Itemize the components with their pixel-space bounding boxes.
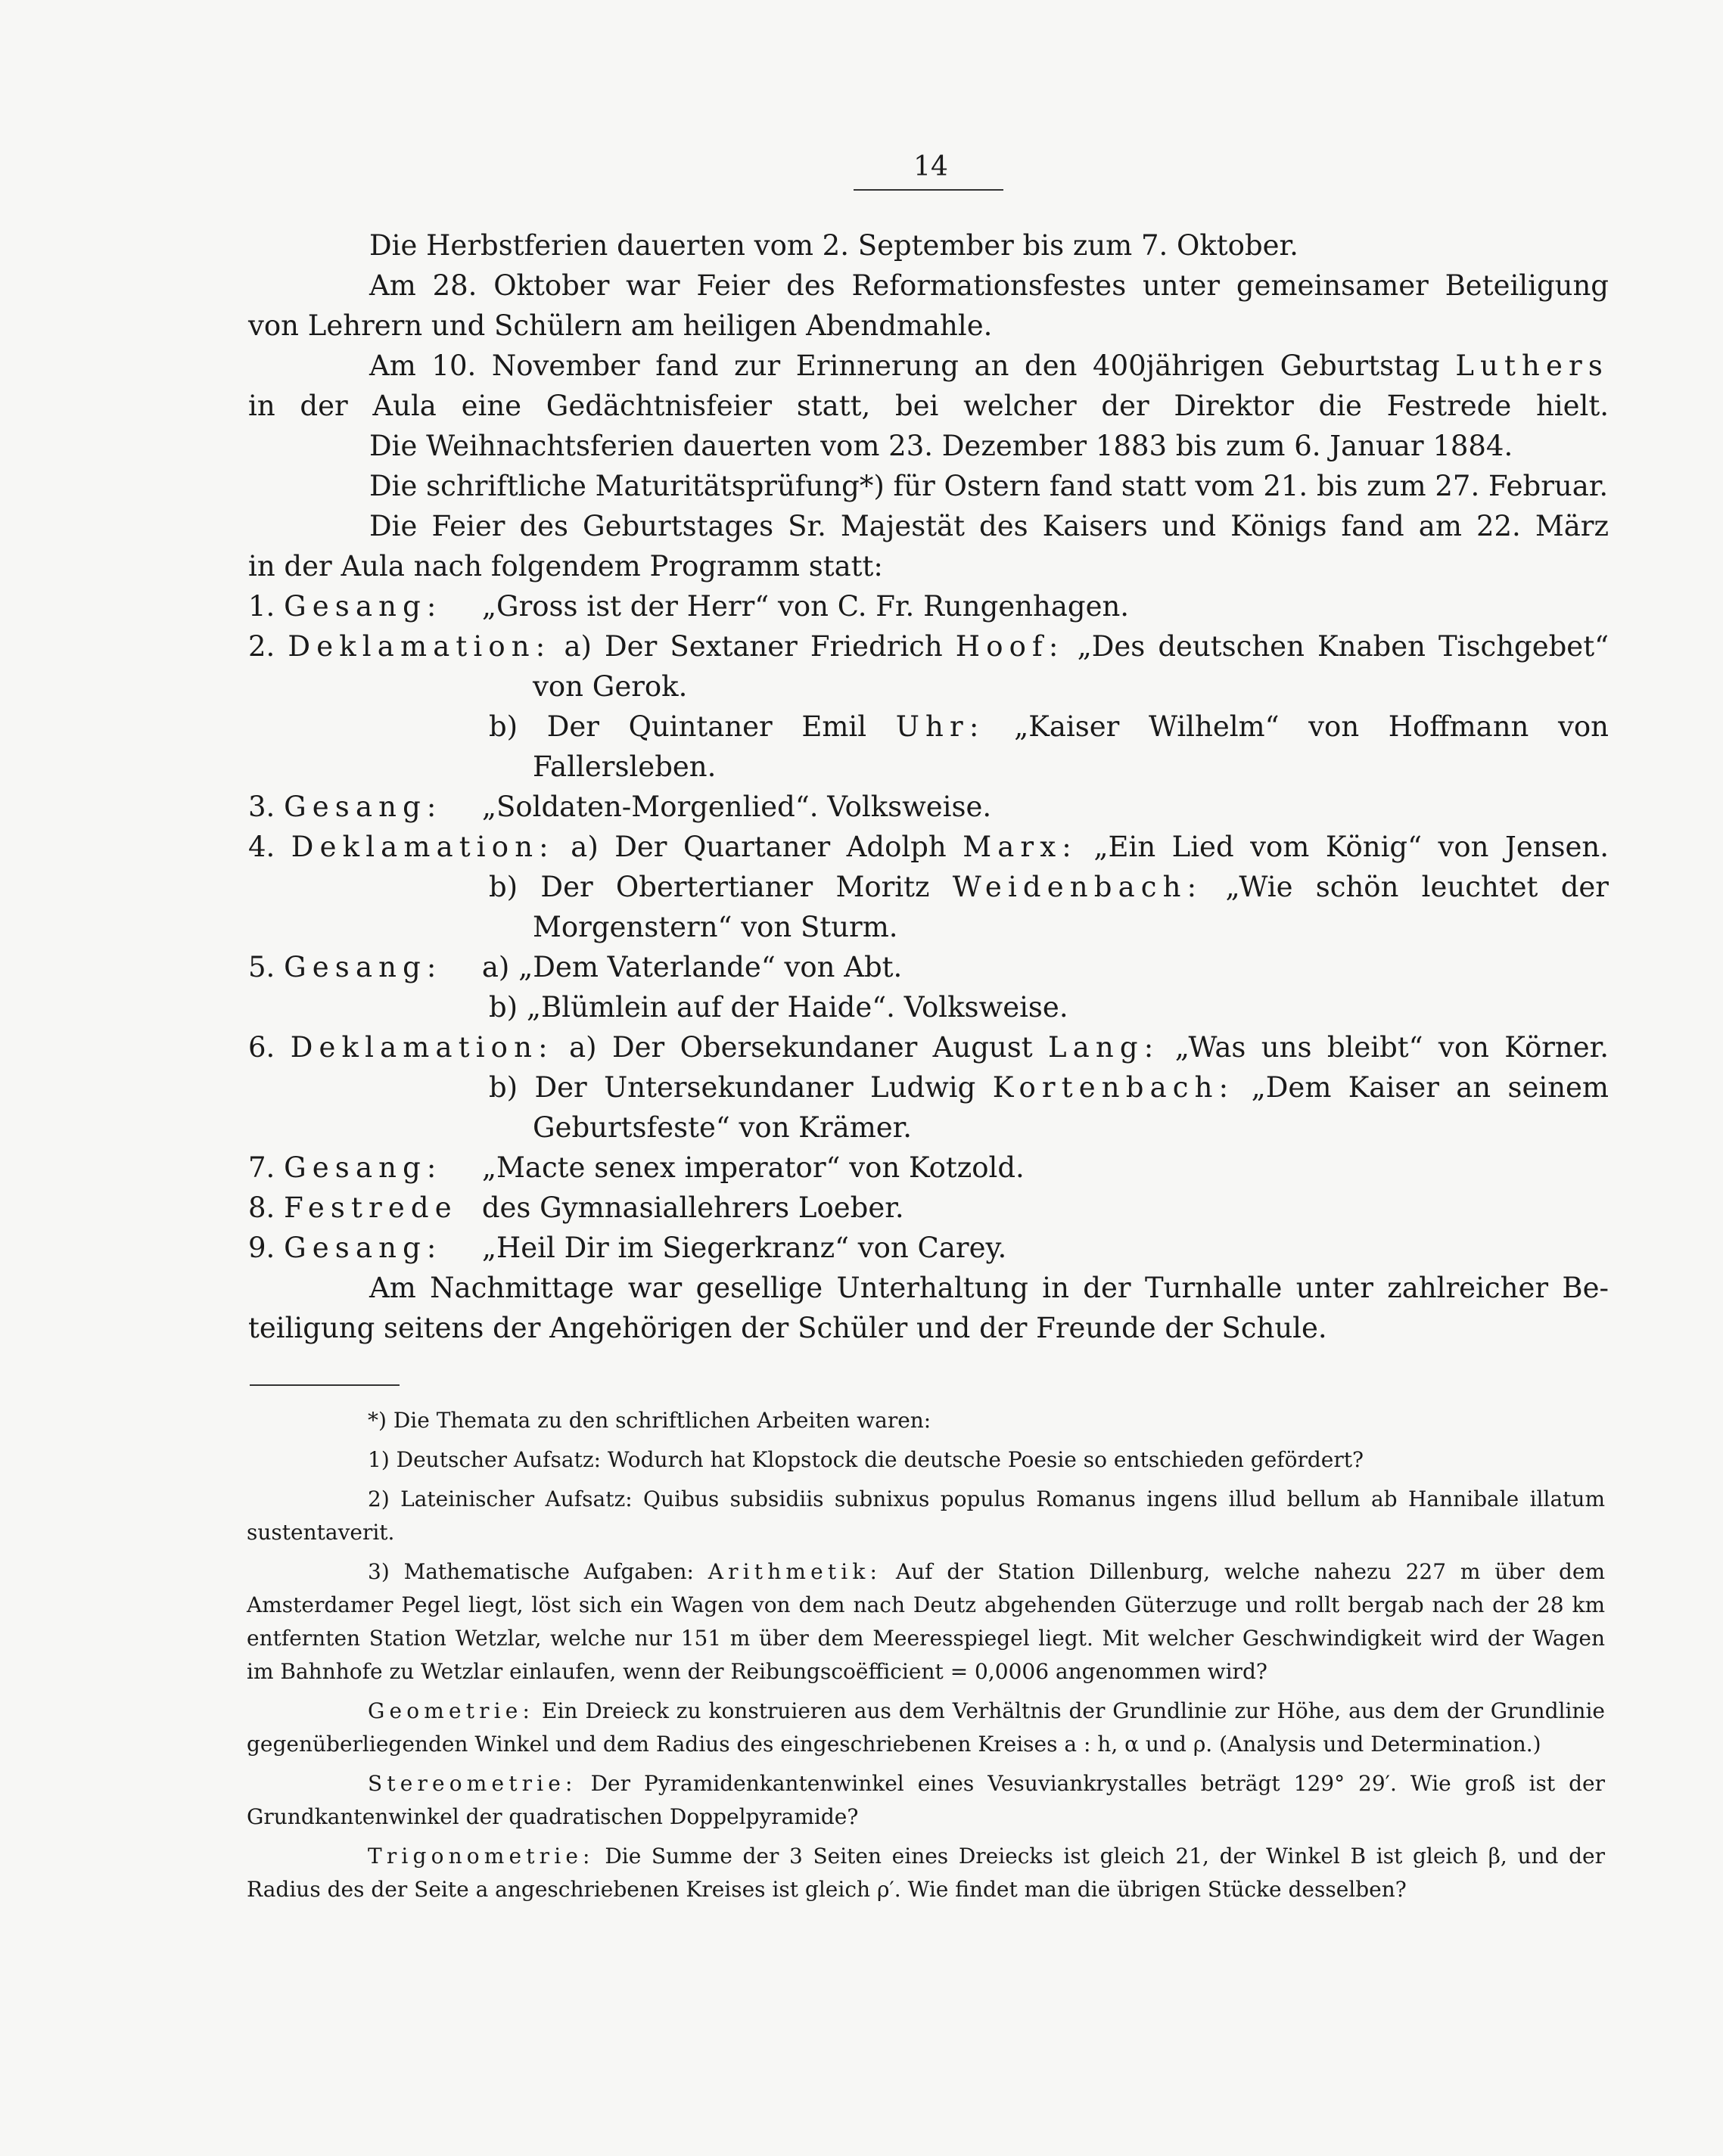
program-item-5a bbox=[248, 947, 1609, 987]
speaker-name: Weidenbach: bbox=[952, 871, 1203, 903]
program-item-2a bbox=[248, 626, 1609, 666]
footnotes bbox=[247, 1404, 1605, 1912]
program-num: 7. bbox=[248, 1151, 275, 1184]
paragraph-kaiser-line1: Die Feier des Geburtstages Sr. Majestät des Kaisers und Königs fand am 22. März bbox=[369, 510, 1609, 542]
program-label: Deklamation: bbox=[291, 831, 555, 863]
arithmetic-text: Auf der Station Dillenburg, welche nahezu 227 m über dem Amsterdamer Pegel liegt, löst sich ein Wagen von dem nach Deutz abgehenden Güterzuge und rollt bergab nach der 28 km entfernten Station Wetzlar, welche nur 151 m über dem Meeresspiegel liegt. Mit welcher Geschwindigkeit wird der Wagen im Bahnhofe zu Wetzlar einlaufen, wenn der Reibungscoëfficient = 0,0006 angenommen wird? bbox=[247, 1559, 1605, 1684]
program-num: 9. bbox=[248, 1232, 275, 1264]
program-label: Festrede bbox=[284, 1191, 458, 1224]
paragraph-reformation-line1: Am 28. Oktober war Feier des Reformationsfestes unter gemeinsamer Beteiligung bbox=[369, 269, 1609, 302]
program-text: b) Der Obertertianer Moritz bbox=[489, 871, 930, 903]
footnote-rule bbox=[250, 1384, 400, 1386]
program-text: a) Der Sextaner Friedrich bbox=[564, 630, 943, 663]
footnote-german-essay: 1) Deutscher Aufsatz: Wodurch hat Klopstock die deutsche Poesie so entschieden gefördert? bbox=[368, 1447, 1364, 1472]
program-label: Gesang: bbox=[284, 1232, 443, 1264]
program-text: a) Der Quartaner Adolph bbox=[571, 831, 947, 863]
closing-line1: Am Nachmittage war gesellige Unterhaltung in der Turnhalle unter zahlreicher Be- bbox=[369, 1272, 1609, 1304]
program-num: 6. bbox=[248, 1031, 275, 1064]
trigonometry-label: Trigonometrie: bbox=[368, 1844, 595, 1869]
speaker-name: Uhr: bbox=[895, 710, 985, 743]
paragraph-luther-line2: in der Aula eine Gedächtnisfeier statt, bei welcher der Direktor die Festrede hielt. bbox=[248, 390, 1609, 422]
paragraph-reformation-line2: von Lehrern und Schülern am heiligen Abendmahle. bbox=[248, 309, 993, 342]
closing-line2: teiligung seitens der Angehörigen der Schüler und der Freunde der Schule. bbox=[248, 1312, 1327, 1344]
speaker-name: Hoof: bbox=[955, 630, 1065, 663]
speaker-name: Marx: bbox=[963, 831, 1078, 863]
speaker-name: Kortenbach: bbox=[992, 1071, 1235, 1104]
program-label: Gesang: bbox=[284, 951, 443, 983]
page-number: 14 bbox=[913, 151, 948, 182]
arithmetic-label: Arithmetik: bbox=[708, 1559, 882, 1584]
program-item-2a-cont: von Gerok. bbox=[533, 670, 688, 703]
footnote-latin-essay: 2) Lateinischer Aufsatz: Quibus subsidiis subnixus populus Romanus ingens illud bellum ab Hannibale illatum sustentaverit. bbox=[247, 1487, 1605, 1545]
program-text: „Heil Dir im Siegerkranz“ von Carey. bbox=[481, 1232, 1007, 1264]
program-item-2b bbox=[248, 707, 1609, 747]
program-item-6a bbox=[248, 1027, 1609, 1067]
program-item-7 bbox=[248, 1148, 1609, 1188]
program-text: „Des deutschen Knaben Tischgebet“ bbox=[1077, 630, 1609, 663]
footnote-stereometry bbox=[247, 1767, 1605, 1834]
program-text: „Kaiser Wilhelm“ von Hoffmann von bbox=[1014, 710, 1609, 743]
program-num: 3. bbox=[248, 791, 275, 823]
program-text: „Was uns bleibt“ von Körner. bbox=[1174, 1031, 1609, 1064]
speaker-name: Lang: bbox=[1048, 1031, 1160, 1064]
program-label: Gesang: bbox=[284, 791, 443, 823]
paragraph-herbstferien: Die Herbstferien dauerten vom 2. September bis zum 7. Oktober. bbox=[369, 229, 1298, 262]
program-item-6b bbox=[248, 1067, 1609, 1108]
footnote-math-arithmetic bbox=[247, 1555, 1605, 1688]
program-num: 4. bbox=[248, 831, 275, 863]
program-label: Deklamation: bbox=[290, 1031, 554, 1064]
main-text bbox=[248, 225, 1609, 1348]
program-text: a) Der Obersekundaner August bbox=[569, 1031, 1033, 1064]
luther-name: Luthers bbox=[1455, 349, 1609, 382]
program-num: 5. bbox=[248, 951, 275, 983]
program-text: „Soldaten-Morgenlied“. Volksweise. bbox=[481, 791, 992, 823]
program-num: 8. bbox=[248, 1191, 275, 1224]
program-text: „Gross ist der Herr“ von C. Fr. Rungenhagen. bbox=[481, 590, 1130, 623]
program-text: a) „Dem Vaterlande“ von Abt. bbox=[481, 951, 903, 983]
program-item-1 bbox=[248, 586, 1609, 626]
program-item-6b-cont: Geburtsfeste“ von Krämer. bbox=[533, 1111, 913, 1144]
math-label: 3) Mathematische Aufgaben: bbox=[368, 1559, 694, 1584]
geometry-label: Geometrie: bbox=[368, 1698, 535, 1723]
program-item-4a bbox=[248, 827, 1609, 867]
footnote-geometry bbox=[247, 1695, 1605, 1761]
program-text: „Dem Kaiser an seinem bbox=[1251, 1071, 1609, 1104]
geometry-text: Ein Dreieck zu konstruieren aus dem Verhältnis der Grundlinie zur Höhe, aus dem der Grundlinie gegenüberliegenden Winkel und dem Radius des eingeschriebenen Kreises a : h, α und ρ. (Analysis und Determination.) bbox=[247, 1698, 1605, 1757]
program-text: „Macte senex imperator“ von Kotzold. bbox=[481, 1151, 1025, 1184]
program-label: Gesang: bbox=[284, 590, 443, 623]
program-item-5b: b) „Blümlein auf der Haide“. Volksweise. bbox=[489, 991, 1068, 1024]
paragraph-kaiser-line2: in der Aula nach folgendem Programm statt: bbox=[248, 550, 883, 582]
program-item-4b bbox=[248, 867, 1609, 907]
program-text: des Gymnasiallehrers Loeber. bbox=[481, 1191, 904, 1224]
program-label: Deklamation: bbox=[288, 630, 552, 663]
paragraph-weihnachtsferien: Die Weihnachtsferien dauerten vom 23. Dezember 1883 bis zum 6. Januar 1884. bbox=[369, 430, 1513, 462]
page-number-rule bbox=[854, 189, 1003, 191]
program-item-9 bbox=[248, 1228, 1609, 1268]
stereometry-text: Der Pyramidenkantenwinkel eines Vesuviankrystalles beträgt 129° 29′. Wie groß ist der Grundkantenwinkel der quadratischen Doppelpyramide? bbox=[247, 1771, 1605, 1829]
program-label: Gesang: bbox=[284, 1151, 443, 1184]
program-item-8 bbox=[248, 1188, 1609, 1228]
footnote-trigonometry bbox=[247, 1840, 1605, 1906]
program-text: b) Der Untersekundaner Ludwig bbox=[489, 1071, 976, 1104]
program-text: „Wie schön leuchtet der bbox=[1225, 871, 1609, 903]
program-item-3 bbox=[248, 787, 1609, 827]
stereometry-label: Stereometrie: bbox=[368, 1771, 577, 1796]
program-item-2b-cont: Fallersleben. bbox=[533, 750, 717, 783]
program-num: 2. bbox=[248, 630, 275, 663]
footnote-intro: *) Die Themata zu den schriftlichen Arbeiten waren: bbox=[368, 1408, 931, 1433]
trigonometry-text: Die Summe der 3 Seiten eines Dreiecks ist gleich 21, der Winkel B ist gleich β, und der Radius des der Seite a angeschriebenen Kreises ist gleich ρ′. Wie findet man die übrigen Stücke desselben? bbox=[247, 1844, 1606, 1902]
paragraph-maturitaet: Die schriftliche Maturitätsprüfung*) für Ostern fand statt vom 21. bis zum 27. Februar. bbox=[369, 470, 1609, 502]
program-item-4b-cont: Morgenstern“ von Sturm. bbox=[533, 911, 898, 943]
program-num: 1. bbox=[248, 590, 275, 623]
luther-text: Am 10. November fand zur Erinnerung an den 400jährigen Geburtstag bbox=[369, 349, 1440, 382]
paragraph-luther-line1 bbox=[248, 346, 1609, 386]
program-text: b) Der Quintaner Emil bbox=[489, 710, 867, 743]
program-text: „Ein Lied vom König“ von Jensen. bbox=[1093, 831, 1609, 863]
